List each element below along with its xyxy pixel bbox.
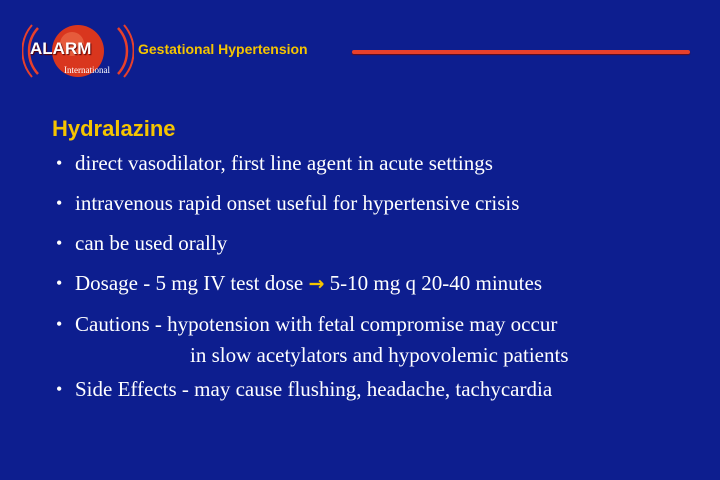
bullet-list	[56, 151, 716, 402]
bullet-continuation: in slow acetylators and hypovolemic patients	[190, 343, 569, 367]
right-arrow-icon: →	[308, 273, 325, 295]
bullet-dot: •	[56, 379, 63, 399]
bullet-dot: •	[56, 314, 63, 334]
bullet-text: can be used orally	[75, 231, 228, 255]
bullet-dot: •	[56, 233, 63, 253]
alarm-logo	[22, 22, 134, 80]
bullet-text: Side Effects - may cause flushing, headache, tachycardia	[75, 377, 553, 401]
bullet-dot: •	[56, 193, 63, 213]
bullet-item	[56, 231, 716, 256]
bullet-text: 5-10 mg q 20-40 minutes	[329, 271, 542, 295]
bullet-item	[56, 312, 716, 368]
bullet-item	[56, 271, 716, 297]
bullet-item	[56, 377, 716, 402]
header-title: Gestational Hypertension	[138, 41, 308, 57]
logo-wordmark: ALARM	[30, 39, 92, 58]
bullet-item	[56, 151, 716, 176]
bullet-text: Dosage - 5 mg IV test dose	[75, 271, 304, 295]
bullet-dot: •	[56, 153, 63, 173]
bullet-dot: •	[56, 273, 63, 293]
bullet-text: direct vasodilator, first line agent in acute settings	[75, 151, 493, 175]
logo-subtitle: International	[64, 65, 110, 75]
slide-title: Hydralazine	[52, 116, 176, 141]
bullet-item	[56, 191, 716, 216]
header-rule	[352, 50, 690, 54]
bullet-text: Cautions - hypotension with fetal compromise may occur	[75, 312, 558, 336]
bullet-text: intravenous rapid onset useful for hypertensive crisis	[75, 191, 520, 215]
